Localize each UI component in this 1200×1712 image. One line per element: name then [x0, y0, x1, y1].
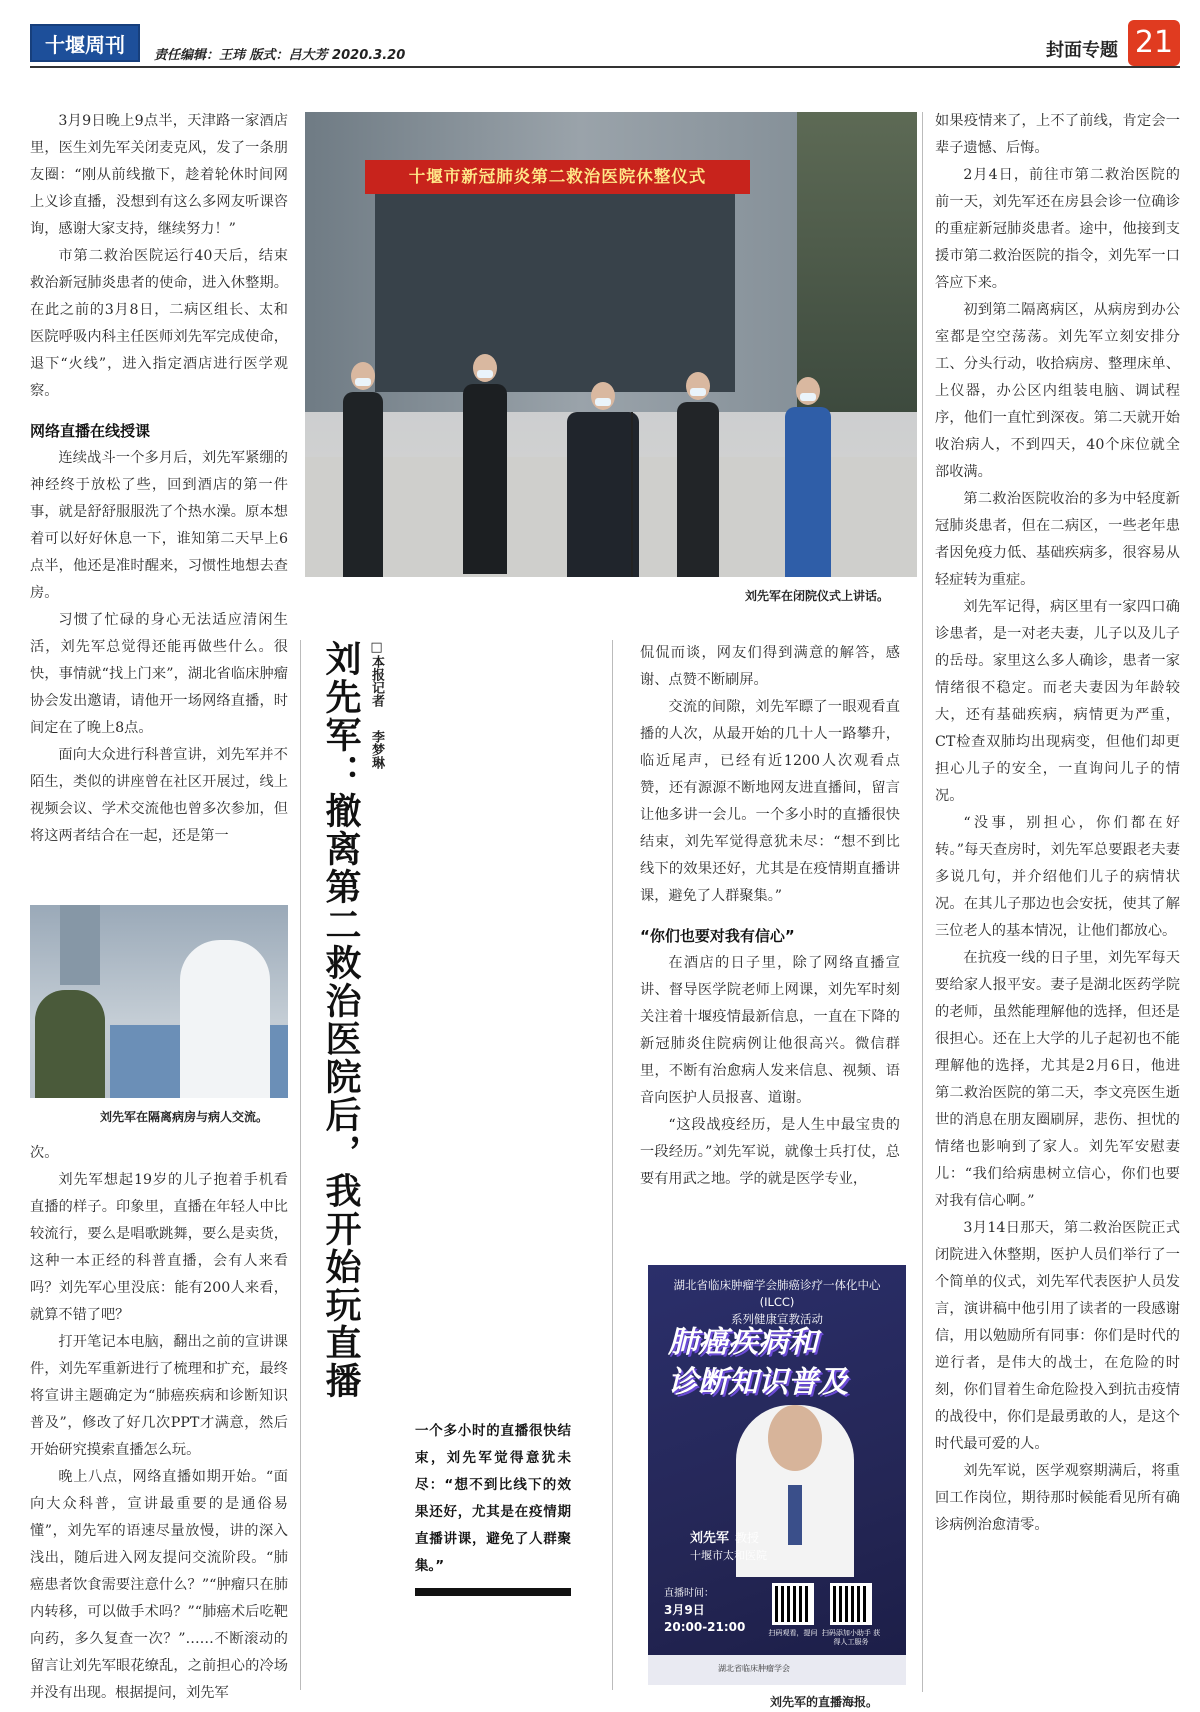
- poster-time-label: 直播时间：: [664, 1588, 714, 1599]
- paragraph: 如果疫情来了，上不了前线，肯定会一辈子遗憾、后悔。: [935, 113, 1180, 156]
- pull-quote-bar: [415, 1588, 571, 1596]
- doctor-name: 刘先军: [690, 1531, 730, 1546]
- attendee-figure: [463, 384, 507, 574]
- paragraph: 刘先军想起19岁的儿子抱着手机看直播的样子。印象里，直播在年轻人中比较流行，要么是唱歌跳舞，要么是卖货，这种一本正经的科普直播，会有人来看吗？刘先军心里没底：能有200人来看，就算不错了吧？: [30, 1172, 288, 1323]
- qr-label: 扫码添加小助手 获得人工服务: [821, 1629, 881, 1646]
- ceremony-photo-caption: 刘先军在闭院仪式上讲话。: [745, 589, 890, 603]
- patient-figure: [35, 990, 105, 1098]
- doctor-tie: [788, 1485, 802, 1545]
- article-headline: 刘先军：撤离第二救治医院后，我开始玩直播: [320, 640, 361, 1400]
- doctor-title: 教授: [735, 1531, 760, 1545]
- editor-credits: 责任编辑：王玮 版式：吕大芳 2020.3.20: [154, 48, 406, 63]
- article-column-3: [640, 640, 900, 1193]
- byline-label: □本报记者: [369, 640, 384, 707]
- ceremony-photo: [305, 112, 917, 577]
- qr-label: 扫码观看，提问: [768, 1629, 818, 1637]
- paragraph: 习惯了忙碌的身心无法适应清闲生活，刘先军总觉得还能再做些什么。很快，事情就“找上门来”，湖北省临床肿瘤协会发出邀请，请他开一场网络直播，时间定在了晚上8点。: [30, 612, 288, 736]
- poster-logo-strip: [648, 1655, 906, 1685]
- ceremony-banner: 十堰市新冠肺炎第二救治医院休整仪式: [365, 160, 750, 194]
- doctor-head: [768, 1405, 822, 1471]
- paragraph: 刘先军记得，病区里有一家四口确诊患者，是一对老夫妻，儿子以及儿子的岳母。家里这么多人确诊，患者一家情绪很不稳定。而老夫妻因为年龄较大，还有基础疾病，病情更为严重，CT检查双肺均出现病变，但他们却更担心儿子的安全，一直询问儿子的情况。: [935, 599, 1180, 804]
- article-column-1: [30, 108, 288, 850]
- qr-code-icon: [830, 1583, 872, 1625]
- paragraph: 3月14日那天，第二救治医院正式闭院进入休整期，医护人员们举行了一个简单的仪式，刘先军代表医护人员发言，演讲稿中他引用了读者的一段感谢信，用以勉励所有同事：你们是时代的逆行者，是伟大的战士，在危险的时刻，你们冒着生命危险投入到抗击疫情的战役中，你们是最勇敢的人，是这个时代最可爱的人。: [935, 1220, 1180, 1452]
- protective-suit-figure: [180, 940, 270, 1098]
- poster-org-line: 系列健康宣教活动: [731, 1312, 823, 1326]
- article-column-1-cont: [30, 1140, 288, 1707]
- paragraph: 初到第二隔离病区，从病房到办公室都是空空荡荡。刘先军立刻安排分工、分头行动，收拾病房、整理床单、上仪器，办公区内组装电脑、调试程序，他们一直忙到深夜。第二天就开始收治病人，不到四天，40个床位就全部收满。: [935, 302, 1180, 480]
- poster-time-range: 20:00-21:00: [664, 1620, 746, 1634]
- paragraph: 在抗疫一线的日子里，刘先军每天要给家人报平安。妻子是湖北医药学院的老师，虽然能理解他的选择，但还是很担心。还在上大学的儿子起初也不能理解他的选择，尤其是2月6日，他进第二救治医院的第二天，李文亮医生逝世的消息在朋友圈刷屏，悲伤、担忧的情绪也影响到了家人。刘先军安慰妻儿：“我们给病患树立信心，你们也要对我有信心啊。”: [935, 950, 1180, 1209]
- paragraph: 第二救治医院收治的多为中轻度新冠肺炎患者，但在二病区，一些老年患者因免疫力低、基础疾病多，很容易从轻症转为重症。: [935, 491, 1180, 588]
- paragraph: 在酒店的日子里，除了网络直播宣讲、督导医学院老师上网课，刘先军时刻关注着十堰疫情最新信息，一直在下降的新冠肺炎住院病例让他很高兴。微信群里，不断有治愈病人发来信息、视频、语音向医护人员报喜、道谢。: [640, 955, 900, 1106]
- poster-time: [664, 1585, 745, 1636]
- poster-organizer: [658, 1277, 896, 1328]
- paragraph: 2月4日，前往市第二救治医院的前一天，刘先军还在房县会诊一位确诊的重症新冠肺炎患者。途中，他接到支援市第二救治医院的指令，刘先军一口答应下来。: [935, 167, 1180, 291]
- masthead-title: 十堰周刊: [45, 33, 125, 57]
- poster-title-line: 肺癌疾病和: [668, 1325, 818, 1360]
- page-header: [30, 18, 1180, 70]
- attendee-figure: [677, 402, 719, 577]
- article-column-4: [935, 108, 1180, 1539]
- paragraph: 面向大众进行科普宣讲，刘先军并不陌生，类似的讲座曾在社区开展过，线上视频会议、学术交流他也曾多次参加，但将这两者结合在一起，还是第一: [30, 747, 288, 844]
- paragraph: 刘先军说，医学观察期满后，将重回工作岗位，期待那时候能看见所有确诊病例治愈清零。: [935, 1463, 1180, 1533]
- subheading-confidence: “你们也要对我有信心”: [640, 927, 795, 945]
- paragraph: 晚上八点，网络直播如期开始。“面向大众科普，宣讲最重要的是通俗易懂”，刘先军的语速尽量放慢，讲的深入浅出，随后进入网友提问交流阶段。“肺癌患者饮食需要注意什么？”“肿瘤只在肺内转移，可以做手术吗？”“肺癌术后吃靶向药，多久复查一次？”……不断滚动的留言让刘先军眼花缭乱，之前担心的冷场并没有出现。根据提问，刘先军: [30, 1469, 288, 1701]
- poster-hospital: 十堰市太和医院: [690, 1549, 767, 1562]
- paragraph: 侃侃而谈，网友们得到满意的解答，感谢、点赞不断刷屏。: [640, 645, 900, 688]
- qr-code-icon: [772, 1583, 814, 1625]
- paragraph: 市第二救治医院运行40天后，结束救治新冠肺炎患者的使命，进入休整期。在此之前的3月8日，二病区组长、太和医院呼吸内科主任医师刘先军完成使命，退下“火线”，进入指定酒店进行医学观察。: [30, 248, 288, 399]
- paragraph: 打开笔记本电脑，翻出之前的宣讲课件，刘先军重新进行了梳理和扩充，最终将宣讲主题确定为“肺癌疾病和诊断知识普及”，修改了好几次PPT才满意，然后开始研究摸索直播怎么玩。: [30, 1334, 288, 1458]
- microphone-stand: [631, 412, 633, 577]
- paragraph: 连续战斗一个多月后，刘先军紧绷的神经终于放松了些，回到酒店的第一件事，就是舒舒服服洗了个热水澡。原本想着可以好好休息一下，谁知第二天早上6点半，他还是准时醒来，习惯性地想去查房。: [30, 450, 288, 601]
- column-divider: [922, 112, 923, 1692]
- paragraph: “没事，别担心，你们都在好转。”每天查房时，刘先军总要跟老夫妻多说几句，并介绍他们儿子的病情状况。在其儿子那边也会安抚，使其了解三位老人的基本情况，让他们都放心。: [935, 815, 1180, 939]
- ward-photo: [30, 905, 288, 1098]
- poster-title: [668, 1323, 898, 1403]
- poster-date: 3月9日: [664, 1603, 705, 1617]
- pull-quote: 一个多小时的直播很快结束，刘先军觉得意犹未尽：“想不到比线下的效果还好，尤其是在疫情期直播讲课，避免了人群聚集。”: [415, 1423, 571, 1574]
- ward-door-shape: [60, 905, 100, 985]
- glass-entrance: [375, 162, 735, 392]
- paragraph: 交流的间隙，刘先军瞟了一眼观看直播的人次，从最开始的几十人一路攀升，临近尾声，已经有近1200人次观看点赞，还有源源不断地网友进直播间，留言让他多讲一会儿。一个多小时的直播很快结束，刘先军觉得意犹未尽：“想不到比线下的效果还好，尤其是在疫情期直播讲课，避免了人群聚集。”: [640, 699, 900, 904]
- poster-caption: 刘先军的直播海报。: [770, 1695, 879, 1709]
- column-divider: [612, 640, 613, 1690]
- live-stream-poster: [648, 1265, 906, 1685]
- paragraph: 3月9日晚上9点半，天津路一家酒店里，医生刘先军关闭麦克风，发了一条朋友圈：“刚从前线撤下，趁着轮休时间网上义诊直播，没想到有这么多网友听课咨询，感谢大家支持，继续努力！”: [30, 113, 288, 237]
- section-title: 封面专题: [1046, 40, 1118, 61]
- attendee-figure: [785, 407, 831, 577]
- masthead-logo: [30, 24, 140, 62]
- byline-author: 李梦琳: [369, 730, 384, 769]
- poster-logo-text: 湖北省临床肿瘤学会: [718, 1664, 790, 1673]
- attendee-figure: [343, 392, 383, 577]
- poster-org-line: 湖北省临床肿瘤学会肺癌诊疗一体化中心(ILCC): [673, 1278, 881, 1309]
- page-number-badge: 21: [1128, 20, 1180, 66]
- column-divider: [300, 640, 301, 1690]
- poster-title-line: 诊断知识普及: [668, 1365, 848, 1400]
- subheading-live-stream: 网络直播在线授课: [30, 422, 151, 440]
- speaker-figure: [567, 412, 639, 577]
- ward-photo-caption: 刘先军在隔离病房与病人交流。: [100, 1110, 269, 1124]
- trees-background: [797, 112, 917, 412]
- paragraph: “这段战疫经历，是人生中最宝贵的一段经历。”刘先军说，就像士兵打仗，总要有用武之地。学的就是医学专业，: [640, 1117, 900, 1187]
- paragraph: 次。: [30, 1145, 59, 1161]
- header-divider: [30, 66, 1180, 68]
- poster-doctor-name: [690, 1527, 759, 1546]
